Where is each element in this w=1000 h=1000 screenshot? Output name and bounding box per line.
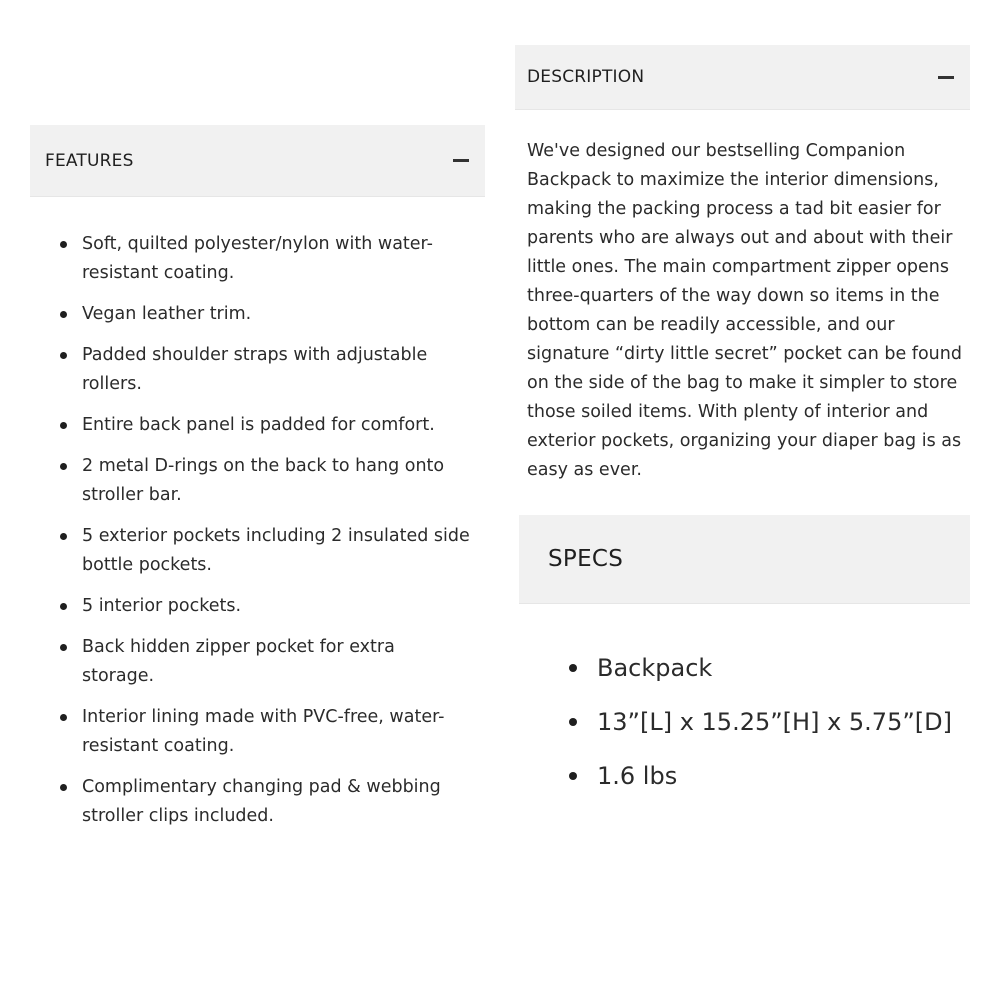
list-item [30,452,485,510]
features-accordion-header[interactable] [30,125,485,197]
list-item [519,702,970,742]
bullet-icon [60,714,67,721]
bullet-icon [60,422,67,429]
feature-text: Complimentary changing pad & webbing stroller clips included. [82,777,441,826]
features-title: FEATURES [45,150,134,171]
feature-text: 5 exterior pockets including 2 insulated side bottle pockets. [82,526,470,575]
description-body: We've designed our bestselling Companion Backpack to maximize the interior dimensions, making the packing process a tad bit easier for parents who are always out and about with their little ones. The main compartment zipper opens three-quarters of the way down so items in the bottom can be readily accessible, and our signature “dirty little secret” pocket can be found on the side of the bag to make it simpler to store those soiled items. With plenty of interior and exterior pockets, organizing your diaper bag is as easy as ever. [527,141,962,480]
minus-icon[interactable] [938,69,954,85]
bullet-icon [569,664,577,672]
bullet-icon [60,644,67,651]
spec-text: 1.6 lbs [597,762,678,790]
spec-text: Backpack [597,654,713,682]
list-item [30,411,485,440]
specs-title: SPECS [548,546,624,572]
minus-icon[interactable] [453,153,469,169]
feature-text: Soft, quilted polyester/nylon with water-resistant coating. [82,234,433,283]
bullet-icon [569,718,577,726]
list-item [519,648,970,688]
feature-text: Entire back panel is padded for comfort. [82,415,435,435]
list-item [30,230,485,288]
feature-text: Padded shoulder straps with adjustable rollers. [82,345,428,394]
bullet-icon [60,352,67,359]
bullet-icon [60,311,67,318]
description-accordion-header[interactable] [515,45,970,110]
bullet-icon [60,784,67,791]
list-item [30,633,485,691]
specs-accordion-header[interactable] [519,515,970,604]
specs-list [519,648,970,810]
feature-text: 5 interior pockets. [82,596,242,616]
feature-text: Back hidden zipper pocket for extra storage. [82,637,395,686]
list-item [30,300,485,329]
bullet-icon [60,463,67,470]
spec-text: 13”[L] x 15.25”[H] x 5.75”[D] [597,708,952,736]
feature-text: Vegan leather trim. [82,304,252,324]
description-title: DESCRIPTION [527,67,645,87]
bullet-icon [60,533,67,540]
list-item [30,592,485,621]
features-list [30,230,485,843]
list-item [30,522,485,580]
bullet-icon [60,603,67,610]
list-item [30,773,485,831]
feature-text: Interior lining made with PVC-free, water-resistant coating. [82,707,445,756]
list-item [30,341,485,399]
bullet-icon [569,772,577,780]
feature-text: 2 metal D-rings on the back to hang onto stroller bar. [82,456,445,505]
bullet-icon [60,241,67,248]
list-item [30,703,485,761]
list-item [519,756,970,796]
